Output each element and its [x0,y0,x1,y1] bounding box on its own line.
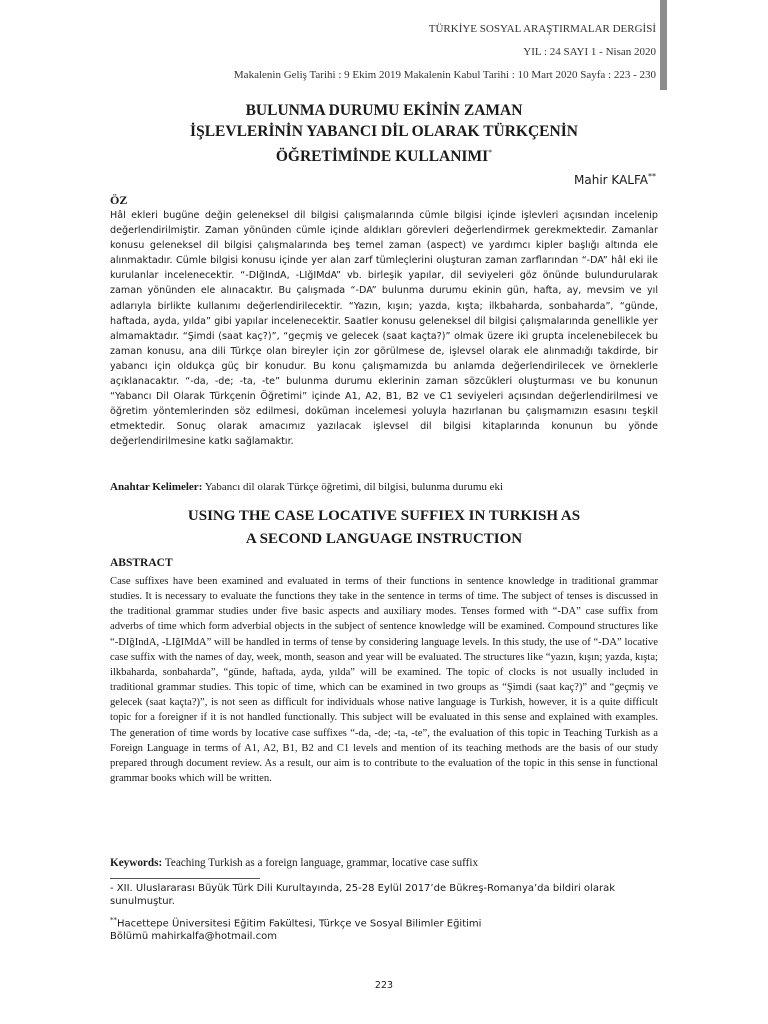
title-footnote-marker: * [488,148,493,157]
title-line-3-wrapper [110,142,658,167]
footnote-2 [110,914,658,943]
footnote-2-marker: ** [110,916,117,924]
article-dates: Makalenin Geliş Tarihi : 9 Ekim 2019 Makalenin Kabul Tarihi : 10 Mart 2020 Sayfa : 223 - 230 [233,69,656,81]
keywords-tr [110,481,658,493]
footnote-divider [110,878,260,879]
article-title [110,100,658,167]
author-name: Mahir KALFA [574,173,648,187]
keywords-tr-label: Anahtar Kelimeler: [110,481,203,493]
keywords-en-text: Teaching Turkish as a foreign language, grammar, locative case suffix [162,857,479,869]
author-footnote-marker: ** [648,172,656,181]
english-title-line-2: A SECOND LANGUAGE INSTRUCTION [245,531,523,547]
abstract-heading: ABSTRACT [110,557,173,569]
title-line-2: İŞLEVLERİNİN YABANCI DİL OLARAK TÜRKÇENİN [190,123,578,140]
title-line-1: BULUNMA DURUMU EKİNİN ZAMAN [245,102,523,119]
title-line-3: ÖĞRETİMİNDE KULLANIMI [275,148,489,166]
journal-issue: YIL : 24 SAYI 1 - Nisan 2020 [523,46,656,58]
journal-name: TÜRKİYE SOSYAL ARAŞTIRMALAR DERGİSİ [428,23,656,35]
english-title [110,505,658,551]
abstract-text: Case suffixes have been examined and evaluated in terms of their functions in sentence knowledge in traditional grammar studies. It is necessary to evaluate the functions they take in the sentence in terms of time. The subject of tenses is discussed in the traditional grammar studies under five basic aspects and auxiliary modes. Tenses formed with “-DA” case suffix from adverbs of time which form adverbial objects in the subject of sentence knowledge will be examined. Compound structures like “-DIğIndA, -LIğIMdA” will be handled in terms of tense by considering language levels. In this study, the use of “-DA” locative case suffix with the names of day, week, month, season and year will be evaluated. The structures like “yazın, kışın; yazda, kışta; ilkbaharda, sonbaharda”, “günde, haftada, ayda, yılda” will be examined. The topic of clocks is not usually included in traditional grammar studies. This topic of time, which can be examined in two groups as “Şimdi (saat kaç?)” and “geçmiş ve gelecek (saat kaçta?)”, is not seen as difficult for individuals whose native language is Turkish, however, it is a quite difficult topic for a foreigner if it is not handled functionally. This subject will be evaluated in this sense and explained with examples. The generation of time words by locative case suffixes “-da, -de; -ta, -te”, the evaluation of this topic in Teaching Turkish as a Foreign Language in terms of A1, A2, B1, B2 and C1 levels and mention of its teaching methods are the basis of our study prepared through document review. As a result, our aim is to contribute to the evaluation of the topic in this sense in functional grammar books which will be written. [110,576,658,785]
oz-heading: ÖZ [110,193,128,207]
keywords-en [110,857,658,869]
page-number: 223 [374,980,394,991]
footnote-2-contact: Bölümü mahirkalfa@hotmail.com [110,931,277,943]
author [574,172,656,187]
english-title-line-1: USING THE CASE LOCATIVE SUFFIEX IN TURKISH AS [187,508,581,524]
footnote-2-affiliation: Hacettepe Üniversitesi Eğitim Fakültesi, Türkçe ve Sosyal Bilimler Eğitimi [117,918,482,930]
footnote-1: - XII. Uluslararası Büyük Türk Dili Kurultayında, 25-28 Eylül 2017’de Bükreş-Romanya’da bildiri olarak sunulmuştur. [110,883,615,907]
keywords-tr-text: Yabancı dil olarak Türkçe öğretimi, dil bilgisi, bulunma durumu eki [202,481,504,493]
footnotes [110,882,658,949]
keywords-en-label: Keywords: [110,857,163,869]
oz-text: Hâl ekleri bugüne değin geleneksel dil bilgisi çalışmalarında cümle bilgisi içinde işlevleri açısından incelenip değerlendirilmiştir. Zaman yönünden cümle içinde aldıkları görevleri değerlendirmek gerekmektedir. Zamanlar konusu geleneksel dil bilgisi çalışmalarında beş temel zaman (aspect) ve yardımcı kipler başlığı altında ele alınmaktadır. Cümle bilgisi konusu içinde yer alan zarf tümleçlerini oluşturan zaman zarflarından “-DA” hâl eki ile kurulanlar incelenecektir. “-DIğIndA, -LIğIMdA” vb. birleşik yapılar, dil seviyeleri göz önünde bulundurularak zaman yönünden ele alınacaktır. Bu çalışmada “-DA” bulunma durumu ekinin gün, hafta, ay, mevsim ve yıl adlarıyla birlikte kullanımı değerlendirilecektir. “Yazın, kışın; yazda, kışta; ilkbaharda, sonbaharda”, “günde, haftada, ayda, yılda” gibi yapılar incelenecektir. Saatler konusu geleneksel dil bilgisi çalışmalarında genellikle yer almamaktadır. “Şimdi (saat kaç?)”, “geçmiş ve gelecek (saat kaçta?)” olmak üzere iki grupta incelenebilecek bu zaman konusu, ana dili Türkçe olan bireyler için zor görülmese de, işlevsel olarak ele alınmadığı takdirde, bir yabancı için oldukça güç bir konudur. Bu konu çalışmamızda bu anlamda değerlendirilecek ve örneklerle açıklanacaktır. “-da, -de; -ta, -te” bulunma durumu eklerinin zaman sözcükleri oluşturması ve bu konunun “Yabancı Dil Olarak Türkçenin Öğretimi” içinde A1, A2, B1, B2 ve C1 seviyeleri açısından değerlendirilmesi ve öğretim yöntemlerinden söz edilmesi, doküman incelemesi yoluyla hazırlanan bu çalışmamızın esasını teşkil etmektedir. Sonuç olarak amacımız yazılacak işlevsel dil bilgisi kitaplarında konunun bu yönde değerlendirilmesine katkı sağlamaktır. [110,210,658,448]
journal-header [234,18,656,87]
header-accent-bar [660,0,667,90]
